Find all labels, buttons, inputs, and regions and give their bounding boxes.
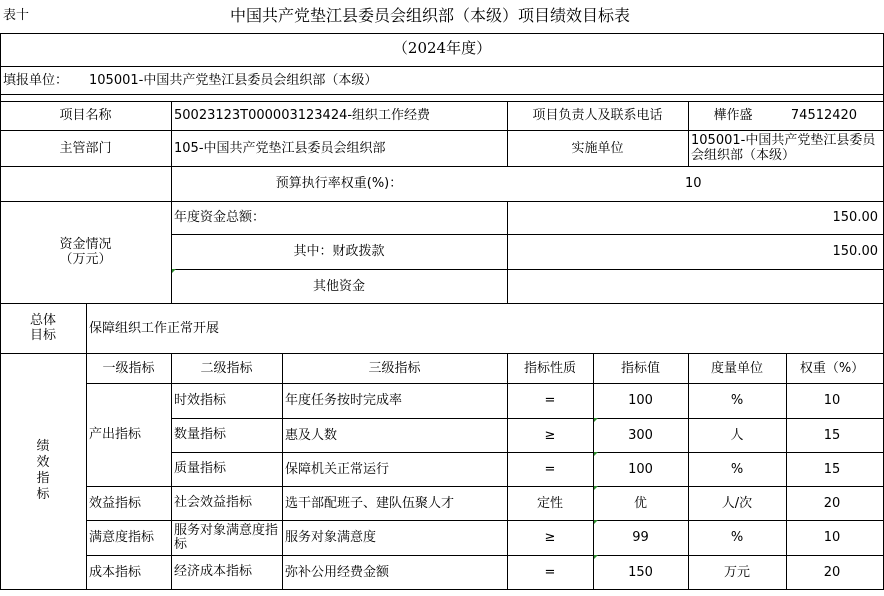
indicator-weight: 10 — [823, 393, 841, 408]
indicator-nature: = — [544, 393, 556, 408]
indicator-value: 150 — [628, 564, 653, 580]
goal-label: 总体 目标 — [29, 313, 56, 343]
indicator-level3: 年度任务按时完成率 — [285, 393, 403, 408]
indicator-level3: 弥补公用经费金额 — [285, 564, 390, 580]
cell-marker — [594, 486, 598, 490]
funds-label: 资金情况 （万元） — [59, 237, 112, 267]
funds-fiscal-label: 其中：财政拨款 — [293, 244, 385, 259]
indicator-level3: 选干部配班子、建队伍聚人才 — [285, 495, 455, 511]
indicator-unit: 万元 — [723, 564, 750, 580]
indicator-level2: 数量指标 — [174, 427, 227, 442]
indicator-unit: % — [730, 530, 744, 545]
indicator-nature: ≥ — [544, 427, 556, 443]
cell-marker — [172, 269, 176, 273]
level1-output: 产出指标 — [89, 427, 142, 442]
indicator-weight: 15 — [823, 461, 841, 477]
level1-benefit: 效益指标 — [89, 495, 142, 511]
budget-weight-value: 10 — [685, 176, 702, 191]
level1-satisfaction: 满意度指标 — [89, 530, 155, 545]
col-header-value: 指标值 — [620, 360, 660, 376]
contact-label: 项目负责人及联系电话 — [532, 108, 663, 123]
funds-total-label: 年度资金总额： — [174, 210, 266, 225]
impl-value: 105001-中国共产党垫江县委员会组织部（本级） — [691, 133, 876, 163]
cell-marker — [594, 555, 598, 559]
col-header-level3: 三级指标 — [368, 360, 421, 376]
contact-name: 樺作盛 — [713, 108, 753, 123]
funds-fiscal-value: 150.00 — [832, 244, 878, 259]
indicators-section-label: 绩 效 指 标 — [36, 439, 50, 502]
cell-marker — [594, 520, 598, 524]
indicator-nature: = — [544, 564, 556, 580]
impl-label: 实施单位 — [571, 140, 624, 156]
indicator-weight: 20 — [823, 564, 841, 580]
dept-value: 105-中国共产党垫江县委员会组织部 — [174, 140, 386, 156]
col-header-level2: 二级指标 — [200, 360, 253, 376]
indicator-level2: 社会效益指标 — [174, 495, 253, 510]
indicator-value: 99 — [632, 530, 649, 545]
contact-phone: 74512420 — [790, 108, 858, 123]
indicator-value: 优 — [633, 495, 647, 511]
year-label: （2024年度） — [392, 38, 492, 57]
budget-weight-label: 预算执行率权重(%)： — [275, 176, 403, 191]
indicator-nature: ≥ — [544, 530, 556, 545]
indicator-level2: 质量指标 — [174, 461, 227, 476]
indicator-value: 100 — [628, 393, 653, 408]
level1-cost: 成本指标 — [89, 564, 142, 580]
indicator-unit: 人 — [730, 427, 744, 443]
indicator-unit: % — [730, 393, 744, 408]
funds-other-value — [507, 269, 884, 303]
col-header-unit: 度量单位 — [710, 360, 763, 376]
indicator-level3: 保障机关正常运行 — [285, 461, 390, 477]
col-header-nature: 指标性质 — [523, 360, 576, 376]
indicator-level3: 惠及人数 — [285, 427, 338, 443]
project-name-label: 项目名称 — [59, 108, 112, 123]
page-title: 中国共产党垫江县委员会组织部（本级）项目绩效目标表 — [229, 5, 630, 25]
indicator-value: 300 — [628, 427, 653, 443]
funds-total-value: 150.00 — [832, 210, 878, 225]
indicator-weight: 10 — [823, 530, 841, 545]
indicator-weight: 20 — [823, 495, 841, 511]
col-header-level1: 一级指标 — [102, 360, 155, 376]
indicator-level2: 时效指标 — [174, 392, 227, 408]
table-number: 表十 — [3, 7, 30, 23]
cell-marker — [594, 452, 598, 456]
project-name-value: 50023123T000003123424-组织工作经费 — [174, 108, 431, 123]
indicator-nature: = — [544, 461, 556, 477]
indicator-unit: 人/次 — [721, 495, 753, 511]
indicator-unit: % — [730, 461, 744, 477]
cell-marker — [594, 418, 598, 422]
filler-label: 填报单位： — [3, 72, 69, 88]
indicator-level2: 服务对象满意度指标 — [174, 522, 279, 552]
indicator-nature: 定性 — [536, 495, 563, 511]
dept-label: 主管部门 — [59, 140, 112, 156]
goal-value: 保障组织工作正常开展 — [89, 320, 220, 336]
indicator-weight: 15 — [823, 427, 841, 443]
indicator-level3: 服务对象满意度 — [285, 530, 377, 545]
indicator-value: 100 — [628, 461, 653, 477]
filler-unit: 105001-中国共产党垫江县委员会组织部（本级） — [89, 72, 378, 88]
col-header-weight: 权重（%） — [799, 360, 865, 376]
indicator-level2: 经济成本指标 — [174, 564, 253, 579]
funds-other-label: 其他资金 — [312, 278, 365, 294]
